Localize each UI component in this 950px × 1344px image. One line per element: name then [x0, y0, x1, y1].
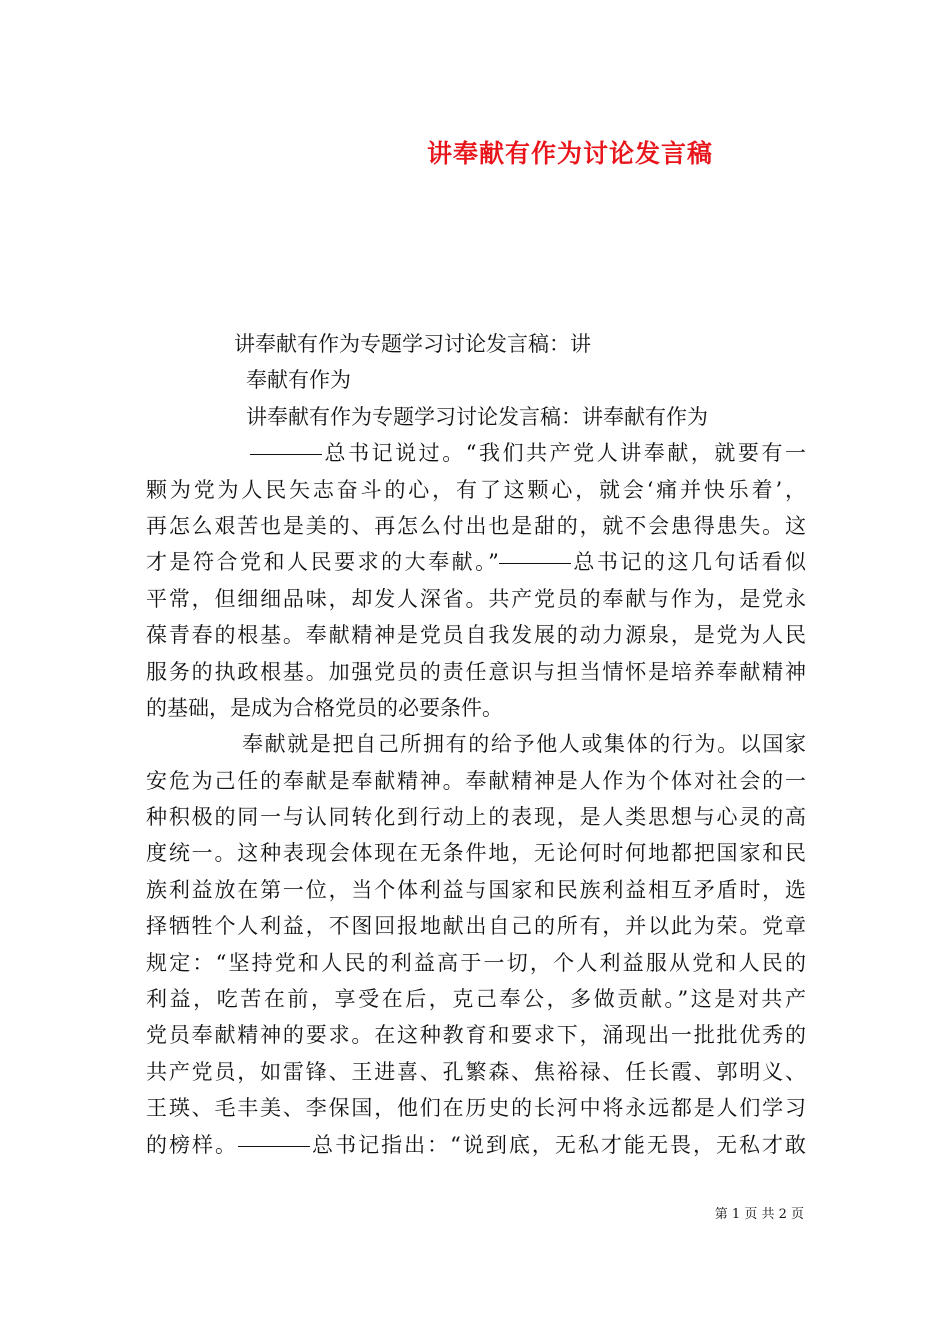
body-line: 安危为己任的奉献是奉献精神。奉献精神是人作为个体对社会的一 [146, 768, 806, 793]
body-line: 讲奉献有作为专题学习讨论发言稿：讲奉献有作为 [246, 404, 708, 429]
fill-in-blank [238, 1145, 310, 1147]
body-line: 颗为党为人民矢志奋斗的心，有了这颗心，就会‘痛并快乐着’， [146, 477, 806, 502]
document-title: 讲奉献有作为讨论发言稿 [426, 139, 713, 168]
body-line: 种积极的同一与认同转化到行动上的表现，是人类思想与心灵的高 [146, 805, 806, 830]
body-line: 族利益放在第一位，当个体利益与国家和民族利益相互矛盾时，选 [146, 877, 806, 902]
body-line [146, 435, 806, 471]
line-text: 总书记指出：“说到底，无私才能无畏，无私才敢 [310, 1132, 806, 1157]
body-line: 葆青春的根基。奉献精神是党员自我发展的动力源泉，是党为人民 [146, 623, 806, 648]
body-line: 党员奉献精神的要求。在这种教育和要求下，涌现出一批批优秀的 [146, 1023, 806, 1048]
body-line: 平常，但细细品味，却发人深省。共产党员的奉献与作为，是党永 [146, 586, 806, 611]
fill-in-blank [499, 562, 571, 564]
body-line: 的基础，是成为合格党员的必要条件。 [146, 695, 503, 720]
body-line: 奉献就是把自己所拥有的给予他人或集体的行为。以国家 [242, 732, 806, 757]
body-line: 服务的执政根基。加强党员的责任意识与担当情怀是培养奉献精神 [146, 659, 806, 684]
body-line: 择牺牲个人利益，不图回报地献出自己的所有，并以此为荣。党章 [146, 914, 806, 939]
body-line: 利益，吃苦在前，享受在后，克己奉公，多做贡献。”这是对共产 [146, 987, 806, 1012]
body-line: 奉献有作为 [246, 368, 351, 393]
body-line: 度统一。这种表现会体现在无条件地，无论何时何地都把国家和民 [146, 841, 806, 866]
page-footer: 第 1 页 共 2 页 [714, 1207, 804, 1222]
line-text: 的榜样。 [146, 1132, 239, 1157]
body-line: 王瑛、毛丰美、李保国，他们在历史的长河中将永远都是人们学习 [146, 1096, 806, 1121]
body-line: 再怎么艰苦也是美的、再怎么付出也是甜的，就不会患得患失。这 [146, 513, 806, 538]
body-line: 共产党员，如雷锋、王进喜、孔繁森、焦裕禄、任长霞、郭明义、 [146, 1059, 806, 1084]
line-text: 总书记说过。“我们共产党人讲奉献，就要有一 [322, 441, 806, 466]
line-text: 才是符合党和人民要求的大奉献。” [146, 550, 499, 575]
line-text: 总书记的这几句话看似 [570, 550, 806, 575]
body-line: 规定：“坚持党和人民的利益高于一切，个人利益服从党和人民的 [146, 950, 806, 975]
fill-in-blank [250, 453, 322, 455]
document-body [146, 326, 806, 1163]
body-line [146, 1127, 806, 1163]
body-line [146, 544, 806, 580]
body-line: 讲奉献有作为专题学习讨论发言稿：讲 [234, 332, 591, 356]
